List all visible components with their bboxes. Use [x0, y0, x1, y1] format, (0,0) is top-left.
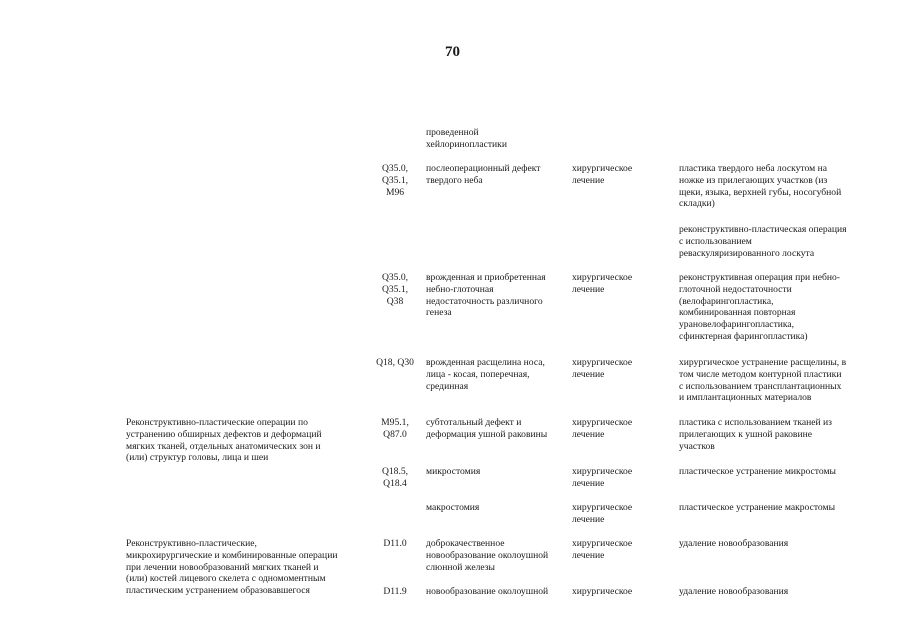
- diagnosis-cell: субтотальный дефект и деформация ушной раковины: [426, 417, 548, 440]
- treatment-type-cell: хирургическое: [572, 586, 633, 597]
- treatment-method-cell: реконструктивная операция при небно- глоточной недостаточности (велофарингопластика, комбинированная повторная урановелофарингопластика, сфинктерная фарингопластика): [679, 272, 840, 342]
- diagnosis-cell: микростомия: [426, 466, 481, 477]
- diagnosis-cell: доброкачественное новообразование околоушной слюнной железы: [426, 538, 549, 573]
- treatment-method-cell: пластика с использованием тканей из прилегающих к ушной раковине участков: [679, 417, 832, 452]
- icd-code-cell: D11.0: [383, 538, 407, 549]
- treatment-type-cell: хирургическое лечение: [572, 466, 633, 489]
- diagnosis-cell: новообразование околоушной: [426, 586, 549, 597]
- icd-code-cell: D11.9: [383, 586, 407, 597]
- diagnosis-cell: проведенной хейлоринопластики: [426, 127, 507, 150]
- treatment-type-cell: хирургическое лечение: [572, 163, 633, 186]
- diagnosis-cell: врожденная и приобретенная небно-глоточная недостаточность различного генеза: [426, 272, 546, 319]
- treatment-type-cell: хирургическое лечение: [572, 272, 633, 295]
- treatment-method-cell: удаление новообразования: [679, 586, 789, 597]
- treatment-method-cell: реконструктивно-пластическая операция с использованием реваскуляризированного лоскута: [679, 224, 847, 259]
- care-type-name-cell: Реконструктивно-пластические, микрохирургические и комбинированные операции при лечении новообразований мягких тканей и (или) костей лицевого скелета с одномоментным пластическим устранением образовавшегося: [126, 538, 338, 597]
- icd-code-cell: Q35.0, Q35.1, M96: [381, 163, 409, 198]
- icd-code-cell: M95.1, Q87.0: [381, 417, 409, 440]
- icd-code-cell: Q18.5, Q18.4: [381, 466, 409, 489]
- treatment-type-cell: хирургическое лечение: [572, 538, 633, 561]
- diagnosis-cell: послеоперационный дефект твердого неба: [426, 163, 541, 186]
- diagnosis-cell: врожденная расщелина носа, лица - косая, поперечная, срединная: [426, 357, 545, 392]
- diagnosis-cell: макростомия: [426, 502, 480, 513]
- care-type-name-cell: Реконструктивно-пластические операции по устранению обширных дефектов и деформаций мягких тканей, отдельных анатомических зон и (или) структур головы, лица и шеи: [126, 417, 322, 464]
- treatment-method-cell: пластическое устранение микростомы: [679, 466, 836, 477]
- treatment-type-cell: хирургическое лечение: [572, 357, 633, 380]
- page-number: 70: [445, 44, 460, 60]
- treatment-method-cell: удаление новообразования: [679, 538, 789, 549]
- treatment-type-cell: хирургическое лечение: [572, 502, 633, 525]
- treatment-type-cell: хирургическое лечение: [572, 417, 633, 440]
- icd-code-cell: Q35.0, Q35.1, Q38: [381, 272, 409, 307]
- icd-code-cell: Q18, Q30: [376, 357, 414, 368]
- treatment-method-cell: хирургическое устранение расщелины, в том числе методом контурной пластики с использованием трансплантационных и имплантационных материалов: [679, 357, 847, 404]
- treatment-method-cell: пластическое устранение макростомы: [679, 502, 836, 513]
- treatment-method-cell: пластика твердого неба лоскутом на ножке из прилегающих участков (из щеки, языка, верхней губы, носогубной складки): [679, 163, 842, 210]
